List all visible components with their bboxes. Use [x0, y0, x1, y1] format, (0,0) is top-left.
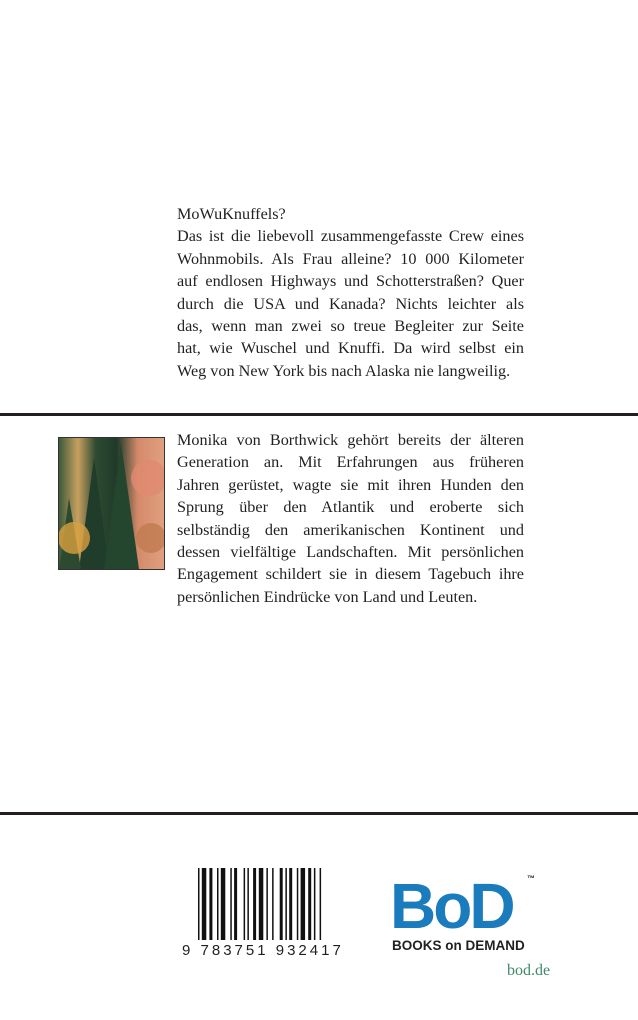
barcode-bar: [230, 868, 232, 940]
barcode-bar: [202, 868, 207, 940]
barcode-bar: [308, 868, 311, 940]
barcode-bar: [259, 868, 264, 940]
barcode-bar: [253, 868, 256, 940]
bio-line: persönlichen Eindrücke von Land und Leuten.: [177, 587, 478, 606]
bod-logo: BoD: [390, 870, 513, 942]
barcode-bar: [289, 868, 292, 940]
barcode-bar: [234, 868, 237, 940]
isbn-barcode: [190, 868, 355, 940]
divider-top: [0, 413, 638, 416]
bio-line: Sprung über den Atlantik und eroberte sich: [177, 498, 524, 517]
barcode-bar: [209, 868, 212, 940]
barcode-bar: [198, 868, 200, 940]
barcode-bar: [280, 868, 283, 940]
blurb-line: auf endlosen Highways und Schotterstraßen? Quer: [177, 272, 524, 291]
blurb-line: hat, wie Wuschel und Knuffi. Da wird selbst ein: [177, 339, 524, 358]
blurb-line: Wohnmobils. Als Frau alleine? 10 000 Kilometer: [177, 249, 524, 268]
blurb-line: das, wenn man zwei so treue Begleiter zur Seite: [177, 317, 524, 336]
blurb-line: Das ist die liebevoll zusammengefasste Crew eines: [177, 227, 524, 246]
barcode-bar: [217, 868, 219, 940]
trademark-mark: ™: [527, 874, 535, 883]
blurb-text: [177, 203, 524, 382]
barcode-bar: [221, 868, 226, 940]
forest-image: [59, 438, 164, 569]
blurb-title: MoWuKnuffels?: [177, 205, 286, 223]
isbn-digits: 9 783751 932417: [182, 942, 344, 959]
barcode-bar: [266, 868, 268, 940]
author-bio: [177, 429, 524, 608]
barcode-bar: [301, 868, 306, 940]
publisher-url[interactable]: bod.de: [507, 962, 551, 979]
barcode-bar: [314, 868, 316, 940]
divider-bottom: [0, 812, 638, 815]
barcode-bar: [320, 868, 322, 940]
barcode-bar: [247, 868, 249, 940]
barcode-bar: [285, 868, 287, 940]
bio-line: Jahren gerüstet, wagte sie mit ihren Hunden den: [177, 475, 524, 494]
bio-line: Generation an. Mit Erfahrungen aus früheren: [177, 453, 524, 472]
blurb-line: Weg von New York bis nach Alaska nie langweilig.: [177, 361, 511, 380]
barcode-bar: [244, 868, 246, 940]
bio-line: Monika von Borthwick gehört bereits der älteren: [177, 431, 524, 449]
barcode-bar: [297, 868, 299, 940]
bio-line: selbständig den amerikanischen Kontinent und: [177, 520, 524, 539]
bio-line: dessen vielfältige Landschaften. Mit persönlichen: [177, 543, 524, 562]
publisher-name: BOOKS on DEMAND: [392, 938, 525, 953]
barcode-bar: [272, 868, 274, 940]
author-photo: [58, 437, 165, 570]
bio-line: Engagement schildert sie in diesem Tagebuch ihre: [177, 565, 524, 584]
blurb-line: durch die USA und Kanada? Nichts leichter als: [177, 294, 524, 313]
